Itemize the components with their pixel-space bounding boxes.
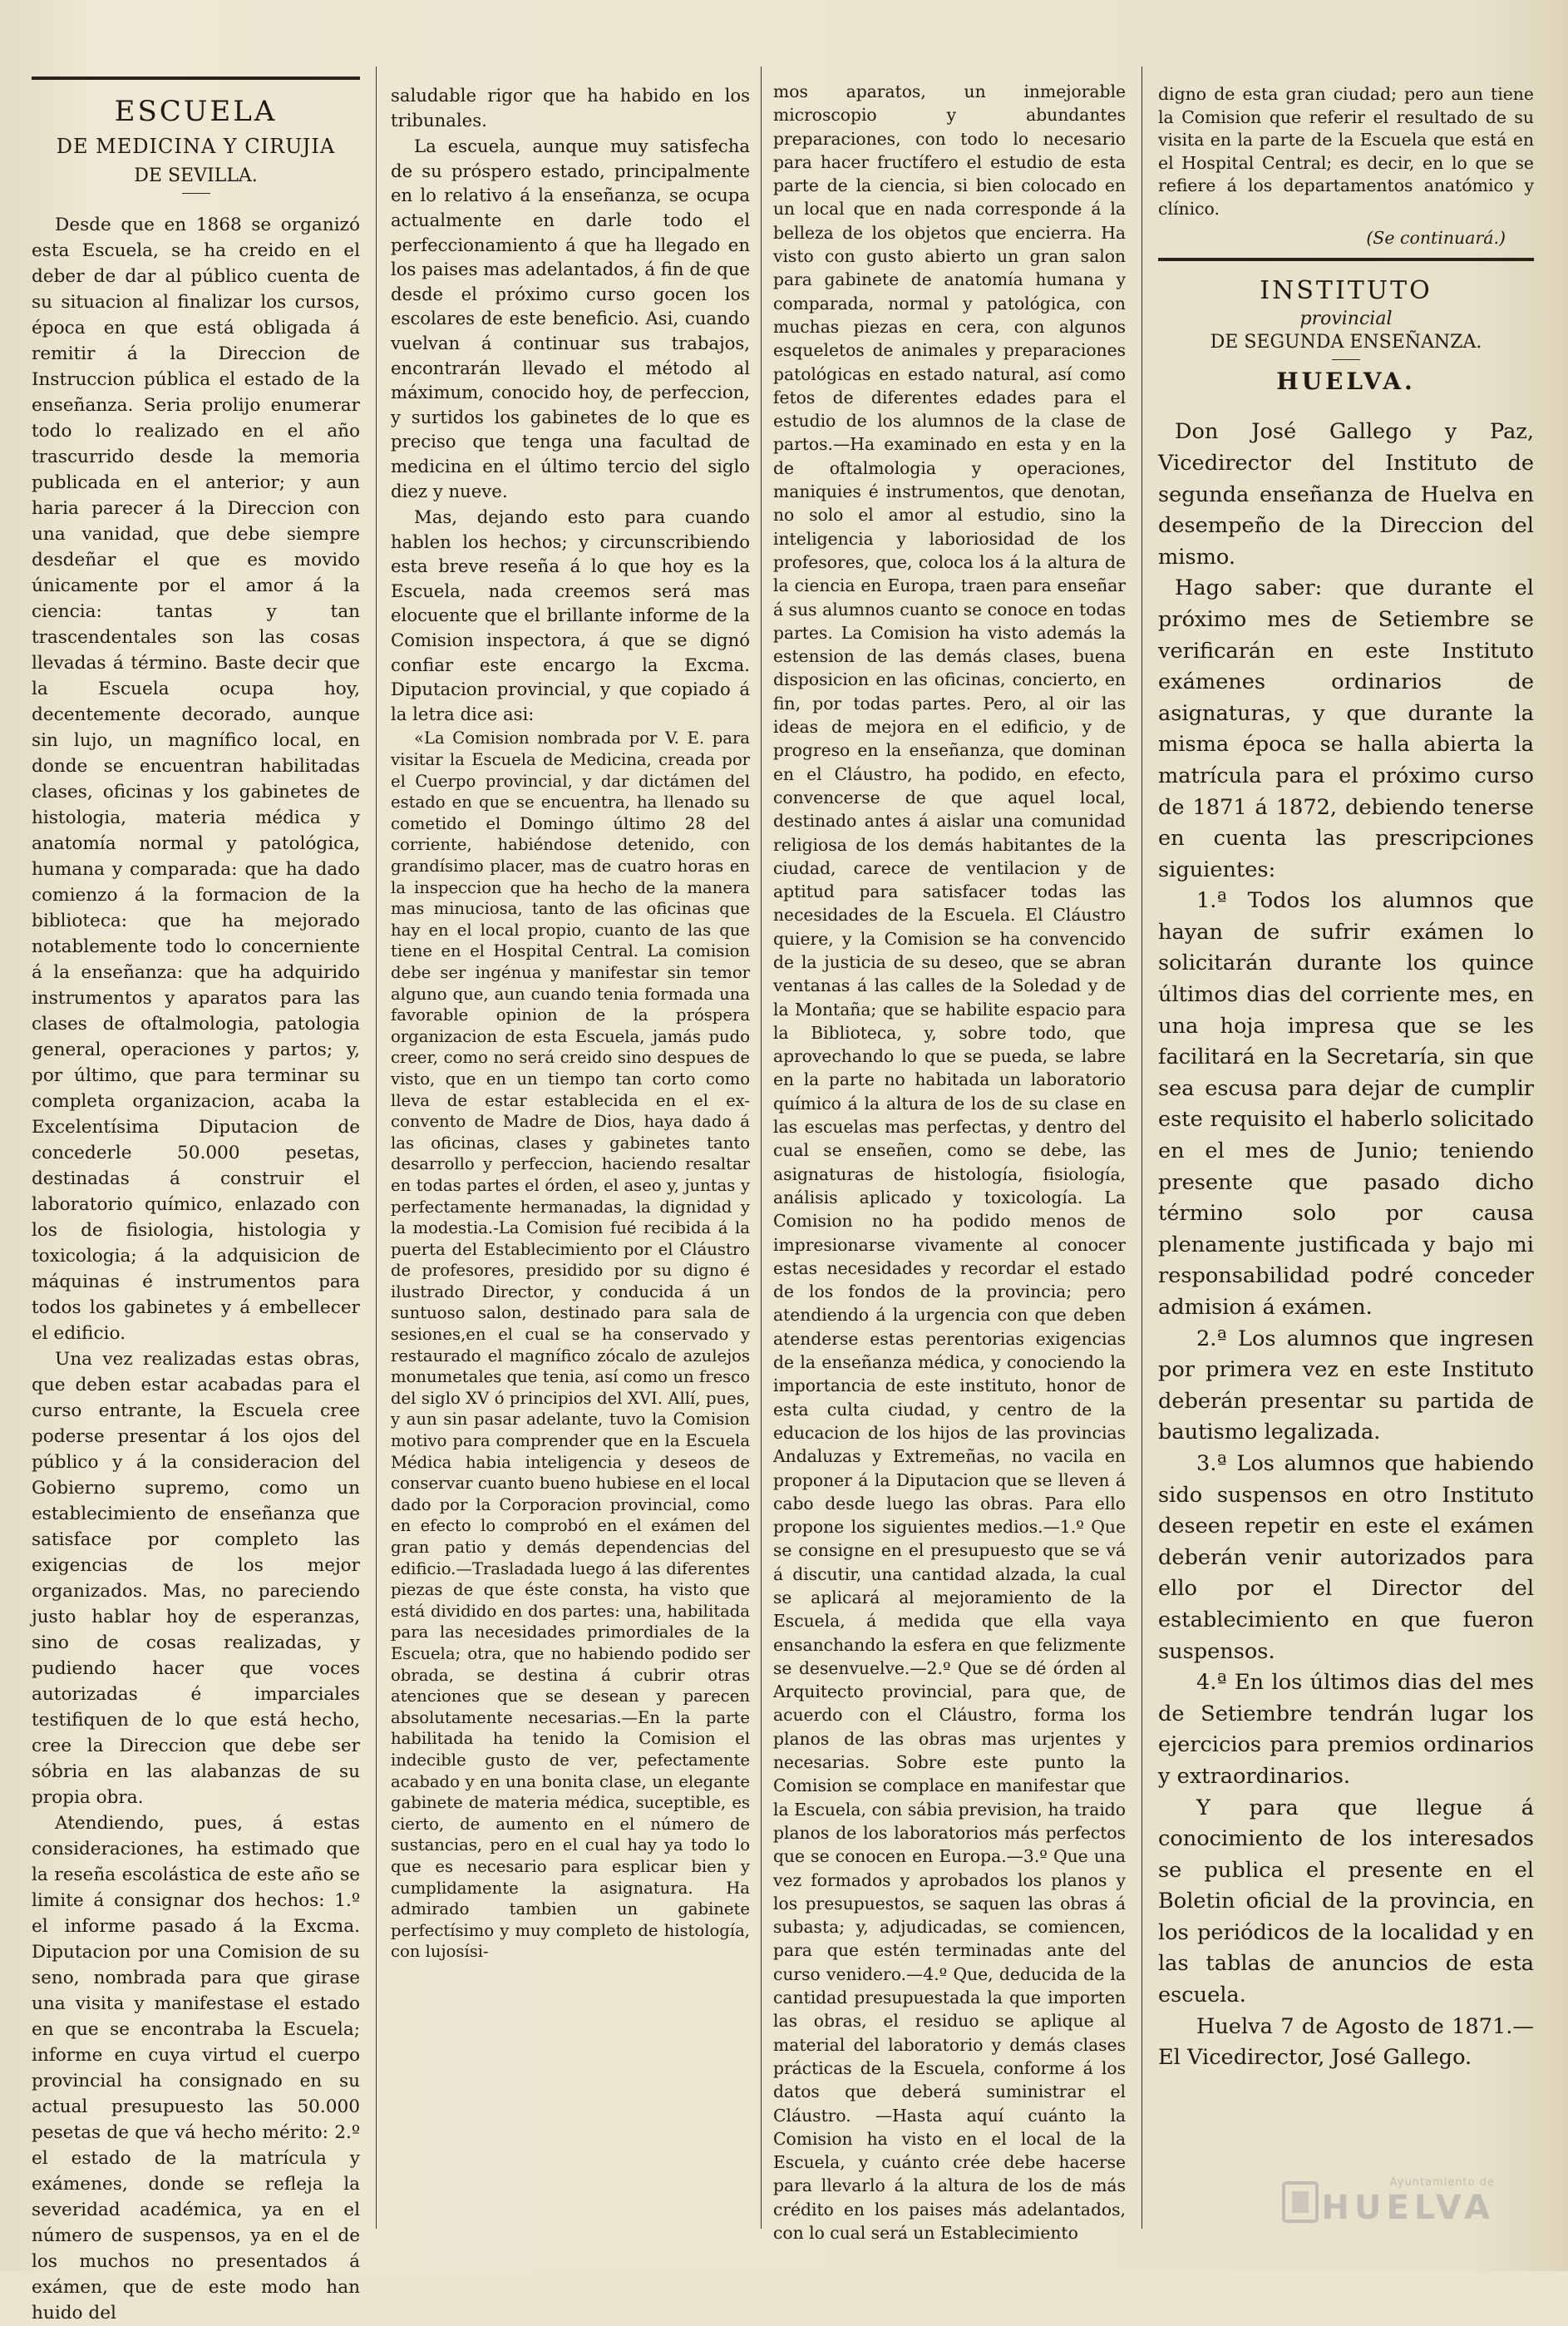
notice-item	[1158, 1667, 1534, 1792]
column-4	[1158, 83, 1534, 2237]
column-3	[773, 80, 1126, 2242]
title-divider	[182, 193, 210, 194]
notice-paragraph: Hago saber: que durante el próximo mes de Setiembre se verificarán en este Instituto exámenes ordinarios de asignaturas, y que durante la misma época se halla abierta la matrícula para el próximo curso de 1871 á 1872, debiendo tenerse en cuenta las prescripciones siguientes:	[1158, 575, 1534, 882]
column-divider	[1141, 67, 1142, 2229]
item-number: 3.ª	[1196, 1450, 1227, 1476]
column-2	[391, 83, 750, 2237]
column-divider	[761, 67, 762, 2229]
section-rule	[32, 77, 360, 80]
section-rule	[1158, 258, 1534, 261]
item-text: En los últimos dias del mes de Setiembre tendrán lugar los ejercicios para premios ordinarios y extraordinarios.	[1158, 1670, 1534, 1789]
notice-signature: Huelva 7 de Agosto de 1871.—El Vicedirector, José Gallego.	[1158, 2013, 1534, 2071]
quoted-report: «La Comision nombrada por V. E. para visitar la Escuela de Medicina, creada por el Cuerpo provincial, y dar dictámen del estado en que se encuentra, ha llenado su cometido el Domingo último 28 del corriente, habiéndose detenido, con grandísimo placer, mas de cuatro horas en la inspeccion que ha hecho de la manera mas minuciosa, tanto de las oficinas que hay en el local propio, cuanto de las que tiene en el Hospital Central. La comision debe ser ingénua y manifestar sin temor alguno que, aun cuando tenia formada una favorable opinion de la próspera organizacion de esta Escuela, jamás pudo creer, como no será creido sino despues de visto, que en un tiempo tan corto como lleva de estar establecida en el ex-convento de Madre de Dios, haya dado á las oficinas, clases y gabinetes tanto desarrollo y perfeccion, haciendo resaltar en todas partes el órden, el aseo y, juntas y perfectamente hermanadas, la dignidad y la modestia.-La Comision fué recibida á la puerta del Establecimiento por el Cláustro de profesores, presidido por su digno é ilustrado Director, y conducida á un suntuoso salon, destinado para sala de sesiones,en el cual se ha conservado y restaurado el magnífico zócalo de azulejos monumetales que tenia, así como un fresco del siglo XV ó principios del XVI. Allí, pues, y aun sin pasar adelante, tuvo la Comision motivo para comprender que en la Escuela Médica habia inteligencia y deseos de conservar cuanto bueno hubiese en el local dado por la Corporacion provincial, como en efecto lo comprobó en el exámen del gran patio y demás dependencias del edificio.—Trasladada luego á las diferentes piezas de que éste consta, ha visto que está dividido en dos partes: una, habilitada para las necesidades primordiales de la Escuela; otra, que no habiendo podido ser obrada, se destina á cubrir otras atenciones que se desean y parecen absolutamente necesarias.—En la parte habilitada ha tenido la Comision el indecible gusto de ver, pefectamente acabado y en una bonita clase, un elegante gabinete de materia médica, suceptible, es cierto, de aumento en el número de sustancias, pero en el cual hay ya todo lo que es necesario para esplicar bien y cumplidamente la asignatura. Ha admirado tambien un gabinete perfectísimo y muy completo de histología, con lujosísi-	[391, 728, 750, 1962]
article-paragraph: saludable rigor que ha habido en los tribunales.	[391, 85, 750, 131]
item-number: 4.ª	[1196, 1670, 1227, 1696]
column-divider	[376, 67, 377, 2229]
notice-item	[1158, 886, 1534, 1323]
quoted-report: mos aparatos, un inmejorable microscopio y abundantes preparaciones, con todo lo necesario para hacer fructífero el estudio de esta parte de la ciencia, si bien colocado en un local que en nada corresponde á la belleza de los objetos que encierra. Ha visto con gusto abierto un gran salon para gabinete de anatomía humana y comparada, normal y patológica, con muchas piezas en cera, con algunos esqueletos de animales y preparaciones patológicas en estado natural, así como fetos de diferentes edades para el estudio de los alumnos de la clase de partos.—Ha examinado en esta y en la de oftalmologia y operaciones, maniquies é instrumentos, que denotan, no solo el amor al estudio, sino la inteligencia y laboriosidad de los profesores, que, coloca los á la altura de la ciencia en Europa, traen para enseñar á sus alumnos cuanto se conoce en todas partes. La Comision ha visto además la estension de las demás clases, buena disposicion en las oficinas, concierto, en fin, por todas partes. Pero, al oir las ideas de mejora en el edificio, y de progreso en la enseñanza, que dominan en el Cláustro, ha podido, en efecto, convencerse de que aquel local, destinado antes á aislar una comunidad religiosa de los demás habitantes de la ciudad, carece de ventilacion y de aptitud para satisfacer todas las necesidades de la Escuela. El Cláustro quiere, y la Comision se ha convencido de la justicia de su deseo, que se abran ventanas á las calles de la Soledad y de la Montaña; que se habilite espacio para la Biblioteca, y, sobre todo, que aprovechando lo que se pueda, se labre en la parte no habitada un laboratorio químico á la altura de los de su clase en las escuelas mas perfectas, y dentro del cual se enseñen, como se debe, las asignaturas de histología, fisiología, análisis aplicado y toxicología. La Comision no ha podido menos de impresionarse vivamente al conocer estas necesidades y recordar el estado de los fondos de la provincia; pero atendiendo á la urgencia con que deben atenderse estas perentorias exigencias de la enseñanza médica, y conociendo la importancia de este instituto, honor de esta culta ciudad, y centro de la educacion de los hijos de las provincias Andaluzas y Extremeñas, no vacila en proponer á la Diputacion que se lleven á cabo desde luego las obras. Para ello propone los siguientes medios.—1.º Que se consigne en el presupuesto que se vá á discutir, una cantidad alzada, la cual se aplicará al mejoramiento de la Escuela, á medida que ella vaya ensanchando la esfera en que felizmente se desenvuelve.—2.º Que se dé órden al Arquitecto provincial, para que, de acuerdo con el Cláustro, forma los planos de las obras mas urjentes y necesarias. Sobre este punto la Comision se complace en manifestar que la Escuela, con sábia prevision, ha traido planos de los laboratorios más perfectos que se conocen en Europa.—3.º Que una vez formados y aprobados los planos y los presupuestos, se saquen las obras á subasta; y, adjudicadas, se comiencen, para que estén terminadas ante del curso venidero.—4.º Que, deducida de la cantidad presupuestada la que importen las obras, el residuo se aplique al material del laboratorio y demás clases prácticas de la Escuela, conforme á los datos que deberá suministrar el Cláustro. —Hasta aquí cuánto la Comision ha visto en el local de la Escuela, y cuánto crée debe hacerse para llevarlo á la altura de los de más crédito en los paises más adelantados, con lo cual será un Establecimiento	[773, 81, 1126, 2244]
article-paragraph: Mas, dejando esto para cuando hablen los hechos; y circunscribiendo esta breve reseña á lo que hoy es la Escuela, nada creemos será mas elocuente que el brillante informe de la Comision inspectora, á que se dignó confiar este encargo la Excma. Diputacion provincial, y que copiado á la letra dice asi:	[391, 506, 750, 724]
continued-note: (Se continuará.)	[1366, 227, 1506, 248]
notice-intro: Don José Gallego y Paz, Vicedirector del Instituto de segunda enseñanza de Huelva en desempeño de la Direccion del mismo.	[1158, 419, 1534, 570]
article-title: ESCUELA	[114, 95, 278, 128]
section-line: DE SEGUNDA ENSEÑANZA.	[1210, 331, 1482, 353]
item-number: 2.ª	[1196, 1326, 1227, 1351]
article-paragraph: La escuela, aunque muy satisfecha de su próspero estado, principalmente en lo relativo á la enseñanza, se ocupa actualmente en darle todo el perfeccionamiento á que ha llegado en los paises mas adelantados, á fin de que desde el próximo curso gocen los escolares de este beneficio. Asi, cuando vuelvan á continuar sus trabajos, encontrarán llevado el método al máximum, conocido hoy, de perfeccion, y surtidos los gabinetes de lo que es preciso que tenga una facultad de medicina en el último tercio del siglo diez y nueve.	[391, 136, 750, 501]
section-line: provincial	[1299, 308, 1393, 329]
archive-watermark	[1262, 2176, 1495, 2226]
title-divider	[1332, 359, 1360, 360]
article-paragraph: Una vez realizadas estas obras, que deben estar acabadas para el curso entrante, la Escuela cree poderse presentar á los ojos del público y á la consideracion del Gobierno supremo, como un establecimiento de enseñanza que satisface por completo las exigencias de los mejor organizados. Mas, no pareciendo justo hablar hoy de esperanzas, sino de cosas realizadas, y pudiendo hacer que voces autorizadas é imparciales testifiquen de lo que está hecho, cree la Direccion que debe ser sóbria en las alabanzas de su propia obra.	[32, 1349, 360, 1808]
section-title: INSTITUTO	[1260, 275, 1432, 305]
section-city: HUELVA.	[1276, 367, 1416, 395]
watermark-top: Ayuntamiento de	[1389, 2176, 1495, 2189]
column-1	[32, 83, 360, 2324]
article-paragraph: Atendiendo, pues, á estas consideraciones, ha estimado que la reseña escolástica de este año se limite á consignar dos hechos: 1.º el informe pasado á la Excma. Diputacion por una Comision de su seno, nombrada para que girase una visita y manifestase el estado en que se encontraba la Escuela; informe en cuya virtud el cuerpo provincial ha consignado en su actual presupuesto las 50.000 pesetas de que vá hecho mérito: 2.º el estado de la matrícula y exámenes, donde se refleja la severidad académica, ya en el número de suspensos, ya en el de los muchos no presentados á exámen, que de este modo han huido del	[32, 1813, 360, 2324]
watermark-name: HUELVA	[1321, 2189, 1495, 2227]
item-text: Todos los alumnos que hayan de sufrir exámen lo solicitarán durante los quince últimos dias del corriente mes, en una hoja impresa que se les facilitará en la Secretaría, sin que sea escusa para dejar de cumplir este requisito el haberlo solicitado en el mes de Junio; teniendo presente que pasado dicho término solo por causa plenamente justificada y bajo mi responsabilidad podré conceder admision á exámen.	[1158, 888, 1535, 1320]
article-subtitle: DE MEDICINA Y CIRUJIA	[56, 135, 336, 158]
article-paragraph: Desde que en 1868 se organizó esta Escuela, se ha creido en el deber de dar al público cuenta de su situacion al finalizar los cursos, época en que está obligada á remitir á la Direccion de Instruccion pública el estado de la enseñanza. Seria prolijo enumerar todo lo realizado en el año trascurrido desde la memoria publicada en el anterior; y aun haria parecer á la Direccion con una vanidad, que debe siempre desdeñar el que es movido únicamente por el amor á la ciencia: tantas y tan trascendentales son las cosas llevadas á término. Baste decir que la Escuela ocupa hoy, decentemente decorado, aunque sin lujo, un magnífico local, en donde se encuentran habilitadas clases, oficinas y los gabinetes de histologia, materia médica y anatomía normal y patológica, humana y comparada: que ha dado comienzo á la formacion de la biblioteca: que ha mejorado notablemente todo lo concerniente á la enseñanza: que ha adquirido instrumentos y aparatos para las clases de oftalmologia, patologia general, operaciones y partos; y, por último, que para terminar su completa organizacion, acaba la Excelentísima Diputacion de concederle 50.000 pesetas, destinadas á construir el laboratorio químico, enlazado con los de fisiologia, histologia y toxicologia; á la adquisicion de máquinas é instrumentos para todos los gabinetes y á embellecer el edificio.	[32, 215, 360, 1344]
notice-paragraph: Y para que llegue á conocimiento de los interesados se publica el presente en el Boletin oficial de la provincia, en los periódicos de la localidad y en las tablas de anuncios de esta escuela.	[1158, 1795, 1534, 2008]
item-text: Los alumnos que ingresen por primera vez en este Instituto deberán presentar su partida de bautismo legalizada.	[1158, 1326, 1534, 1445]
article-place: DE SEVILLA.	[134, 165, 258, 186]
notice-item	[1158, 1324, 1534, 1449]
item-number: 1.ª	[1196, 888, 1227, 914]
item-text: Los alumnos que habiendo sido suspensos en otro Instituto deseen repetir en este el exámen deberán venir autorizados para ello por el Director del establecimiento en que fueron suspensos.	[1158, 1450, 1535, 1664]
quoted-report: digno de esta gran ciudad; pero aun tiene la Comision que referir el resultado de su visita en la parte de la Escuela que está en el Hospital Central; es decir, en lo que se refiere á los departamentos anatómico y clínico.	[1158, 84, 1534, 219]
notice-item	[1158, 1449, 1534, 1667]
notice-body	[1158, 417, 1534, 2073]
